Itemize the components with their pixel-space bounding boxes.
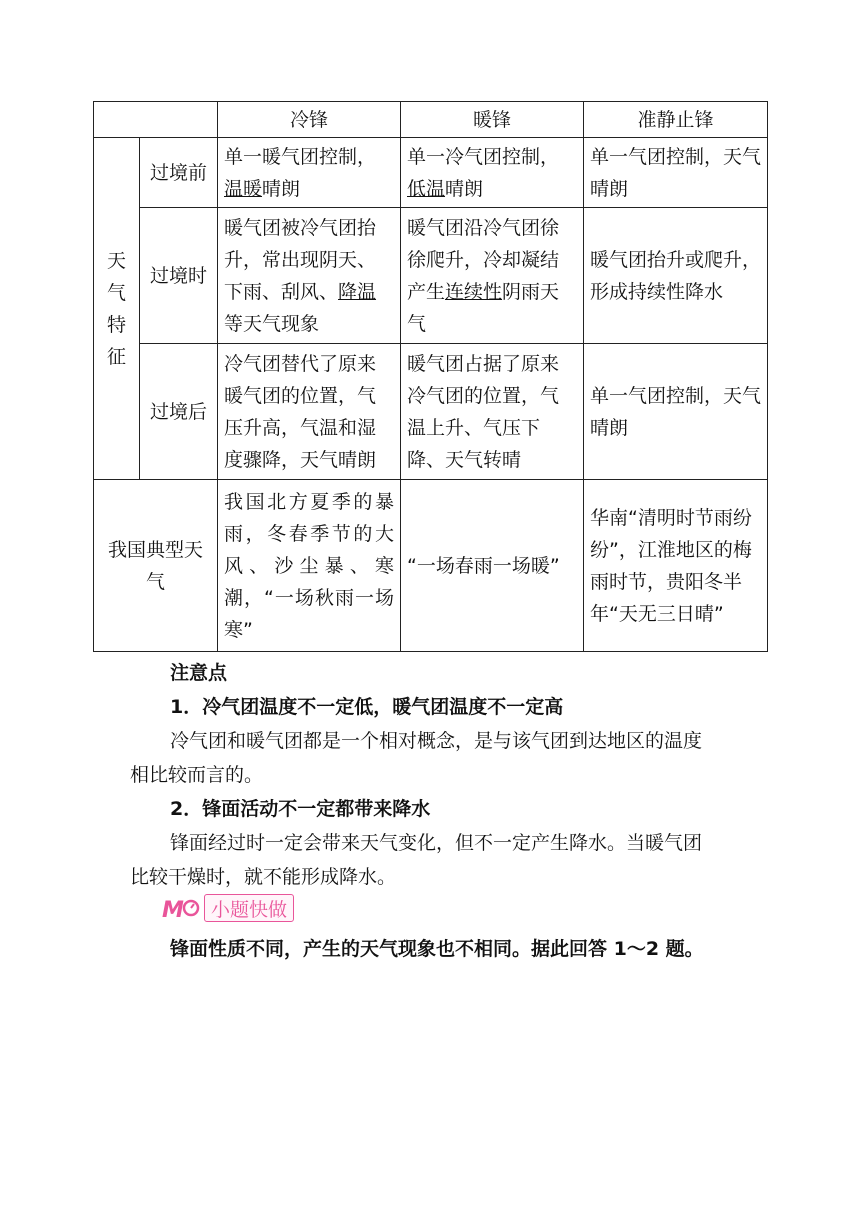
cell-during-stationary: 暖气团抬升或爬升，形成持续性降水 [584, 208, 768, 344]
point2-line1: 锋面经过时一定会带来天气变化，但不一定产生降水。当暖气团 [170, 832, 703, 854]
section-logo-icon [160, 893, 200, 923]
point2-title: 2．锋面活动不一定都带来降水 [170, 798, 431, 820]
cell-after-stationary: 单一气团控制，天气晴朗 [584, 344, 768, 480]
cell-before-stationary: 单一气团控制，天气晴朗 [584, 138, 768, 208]
quiz-section-badge [160, 893, 294, 923]
row-after [94, 344, 768, 480]
cell-before-warm: 单一冷气团控制，低温晴朗 [401, 138, 584, 208]
corner-cell [94, 102, 218, 138]
row-label-before: 过境前 [140, 138, 218, 208]
notes-heading: 注意点 [170, 662, 228, 684]
cell-during-cold: 暖气团被冷气团抬升，常出现阴天、下雨、刮风、降温等天气现象 [218, 208, 401, 344]
cell-typical-cold: 我国北方夏季的暴雨，冬春季节的大风、沙尘暴、寒潮，“一场秋雨一场寒” [218, 480, 401, 652]
point1-title: 1．冷气团温度不一定低，暖气团温度不一定高 [170, 696, 564, 718]
row-typical [94, 480, 768, 652]
row-label-after: 过境后 [140, 344, 218, 480]
cell-before-cold: 单一暖气团控制，温暖晴朗 [218, 138, 401, 208]
header-warm: 暖锋 [401, 102, 584, 138]
section-label: 小题快做 [204, 894, 294, 922]
point1-line2: 相比较而言的。 [130, 764, 264, 786]
header-stationary: 准静止锋 [584, 102, 768, 138]
header-row [94, 102, 768, 138]
point2-line2: 比较干燥时，就不能形成降水。 [130, 866, 397, 888]
quiz-intro: 锋面性质不同，产生的天气现象也不相同。据此回答 1～2 题。 [170, 938, 704, 960]
cell-typical-stationary: 华南“清明时节雨纷纷”，江淮地区的梅雨时节，贵阳冬半年“天无三日晴” [584, 480, 768, 652]
cell-after-cold: 冷气团替代了原来暖气团的位置，气压升高，气温和湿度骤降，天气晴朗 [218, 344, 401, 480]
cell-during-warm: 暖气团沿冷气团徐徐爬升，冷却凝结产生连续性阴雨天气 [401, 208, 584, 344]
header-cold: 冷锋 [218, 102, 401, 138]
row-label-typical: 我国典型天气 [94, 480, 218, 652]
row-label-during: 过境时 [140, 208, 218, 344]
svg-text:M: M [162, 898, 184, 923]
row-during [94, 208, 768, 344]
weather-table [93, 101, 768, 652]
cell-after-warm: 暖气团占据了原来冷气团的位置，气温上升、气压下降、天气转晴 [401, 344, 584, 480]
row-before [94, 138, 768, 208]
group-label-weather-features: 天 气 特 征 [94, 138, 140, 480]
point1-line1: 冷气团和暖气团都是一个相对概念，是与该气团到达地区的温度 [170, 730, 703, 752]
cell-typical-warm: “一场春雨一场暖” [401, 480, 584, 652]
